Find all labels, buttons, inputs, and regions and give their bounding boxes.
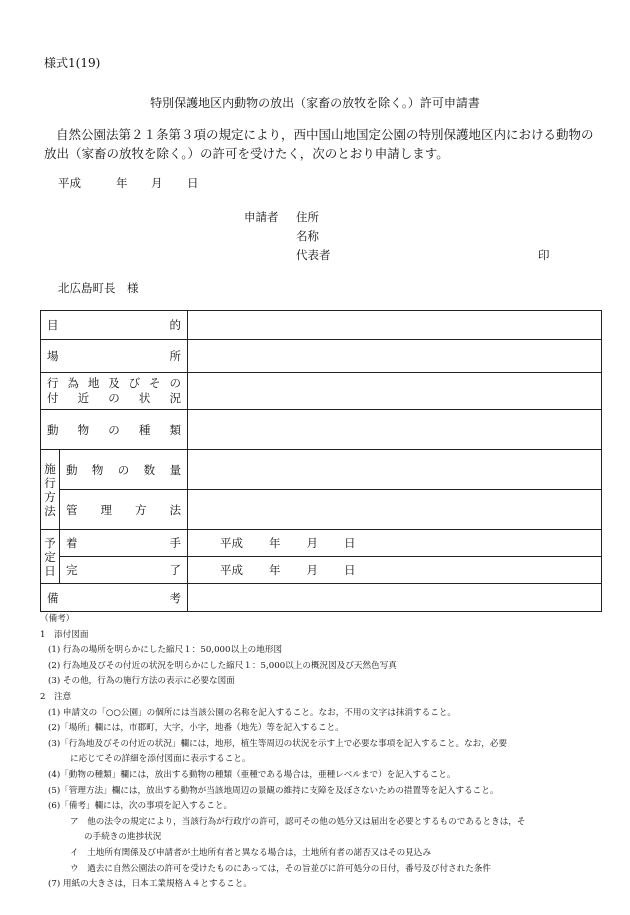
label-species [41,422,187,438]
label-char: 動 [47,422,59,437]
remarks-field[interactable] [188,584,602,612]
label-char: 物 [77,422,90,437]
label-char: 動 [66,462,78,477]
label-char: 類 [169,422,181,437]
end-era: 平成 [220,563,243,577]
label-char: 為 [67,376,79,390]
note-line: (7) 用紙の大きさは，日本工業規格Ａ４とすること。 [48,879,252,890]
date-era: 平成 [58,176,81,190]
label-char: 及 [108,376,120,390]
label-char: 付 [47,391,59,405]
label-char: の [108,391,120,405]
note-line: (6)「備考」欄には，次の事項を記入すること。 [48,801,233,812]
label-char: び [128,376,141,390]
label-char: 況 [169,391,181,405]
note-line: (1) 行為の場所を明らかにした縮尺１：50,000以上の地形図 [48,645,283,656]
label-site-line1 [47,376,181,391]
schedule-char-3: 日 [44,563,56,578]
note-line: (2)「場所」欄には，市郡町，大字，小字，地番（地先）等を記入すること。 [48,723,344,734]
row-remarks [41,584,602,612]
label-schedule-group [41,530,60,584]
species-field[interactable] [188,410,602,450]
end-char-2: 了 [169,563,181,577]
label-char: 行 [47,376,59,390]
label-site-line2 [47,391,181,406]
label-char: 近 [77,391,90,405]
row-start [41,530,602,557]
label-place [41,348,187,364]
note-line: (2) 行為地及びその付近の状況を明らかにした縮尺１：5,000以上の概況図及び天然色写真 [48,660,397,671]
start-date-field[interactable] [188,530,602,557]
row-purpose [41,311,602,340]
label-char: 量 [169,462,181,477]
method-char-2: 行 [44,475,56,490]
addressee: 北広島町長 様 [58,281,139,295]
label-char: 理 [100,502,112,517]
label-char: の [108,422,120,437]
label-char: の [117,462,130,477]
notes-section [40,612,610,893]
note-line: に応じてその詳細を添付図面に表示すること。 [70,754,251,765]
start-char-2: 手 [169,536,181,550]
row-end [41,557,602,584]
label-char: 管 [66,502,78,517]
schedule-char-1: 予 [44,535,56,550]
label-management [60,502,187,518]
seal-mark: 印 [538,248,550,262]
application-table [40,310,602,612]
label-remarks [41,590,187,606]
label-char: 地 [87,376,100,390]
purpose-field[interactable] [188,311,602,340]
note-line: 1 添付図面 [40,629,89,640]
method-char-4: 法 [44,503,56,518]
applicant-name-label: 名称 [296,229,319,243]
label-site [41,374,187,408]
notes-heading: （備考） [40,614,75,624]
note-line: ウ 過去に自然公園法の許可を受けたものにあっては，その旨並びに許可処分の日付，番号及び付された条件 [70,863,492,874]
label-char: 数 [143,462,156,477]
place-field[interactable] [188,340,602,373]
note-line: (3)「行為地及びその付近の状況」欄には，地形，植生等周辺の状況を示す上で必要な事項を記入すること。なお，必要 [48,738,508,749]
label-method-group [41,450,60,530]
note-line: (4)「動物の種類」欄には，放出する動物の種類（亜種である場合は，亜種レベルまで）を記入すること。 [48,769,456,780]
label-purpose [41,317,187,333]
label-char: 法 [169,502,181,517]
label-char: 考 [169,590,181,605]
start-char-1: 着 [66,536,78,550]
applicant-label: 申請者 [244,210,279,224]
date-year: 年 [116,176,128,190]
label-char: そ [149,376,161,390]
label-char: 場 [47,349,59,363]
label-char: 状 [138,391,151,405]
schedule-char-2: 定 [44,549,56,564]
label-char: 方 [135,502,147,517]
start-year: 年 [269,536,281,550]
label-char: 所 [169,349,181,363]
row-species [41,410,602,450]
start-era: 平成 [220,536,243,550]
start-month: 月 [306,536,318,550]
end-year: 年 [269,563,281,577]
method-char-3: 方 [44,489,56,504]
note-line: ア 他の法令の規定により，当該行為が行政庁の許可，認可その他の処分又は届出を必要とするものであるときは，そ [70,816,526,827]
end-day: 日 [344,563,356,577]
label-char: 備 [47,590,59,605]
note-line: の手続きの進捗状況 [84,832,162,843]
row-site [41,373,602,410]
document-title: 特別保護地区内動物の放出（家畜の放牧を除く。）許可申請書 [150,96,480,110]
site-field[interactable] [188,373,602,410]
applicant-address-label: 住所 [296,210,319,224]
label-count [60,462,187,478]
start-day: 日 [344,536,356,550]
label-start [60,535,187,551]
applicant-rep-label: 代表者 [296,248,331,262]
note-line: (5)「管理方法」欄には，放出する動物が当該地周辺の景観の維持に支障を及ぼさないための措置等を記入すること。 [48,785,499,796]
note-line: 2 注意 [40,691,72,702]
intro-paragraph: 自然公園法第２１条第３項の規定により，西中国山地国定公園の特別保護地区内における動物の放出（家畜の放牧を除く。）の許可を受けたく，次のとおり申請します。 [44,127,594,161]
end-month: 月 [306,563,318,577]
label-char: 種 [138,422,151,437]
label-char: 的 [169,318,181,332]
row-count [41,450,602,490]
end-date-field[interactable] [188,557,602,584]
label-char: 目 [47,318,59,332]
end-char-1: 完 [66,563,78,577]
row-management [41,490,602,530]
form-number: 様式1(19) [44,56,101,70]
date-month: 月 [151,176,163,190]
note-line: イ 土地所有関係及び申請者が土地所有者と異なる場合は，土地所有者の諾否又はその見込み [70,847,431,858]
label-char: の [169,376,181,390]
count-field[interactable] [188,450,602,490]
management-field[interactable] [188,490,602,530]
row-place [41,340,602,373]
note-line: (1) 申請文の「○○公園」の個所には当該公園の名称を記入すること。なお，不用の文字は抹消すること。 [48,707,457,718]
date-day: 日 [187,176,199,190]
note-line: (3) その他，行為の施行方法の表示に必要な図面 [48,676,235,687]
label-char: 物 [91,462,104,477]
method-char-1: 施 [44,461,56,476]
label-end [60,562,187,578]
